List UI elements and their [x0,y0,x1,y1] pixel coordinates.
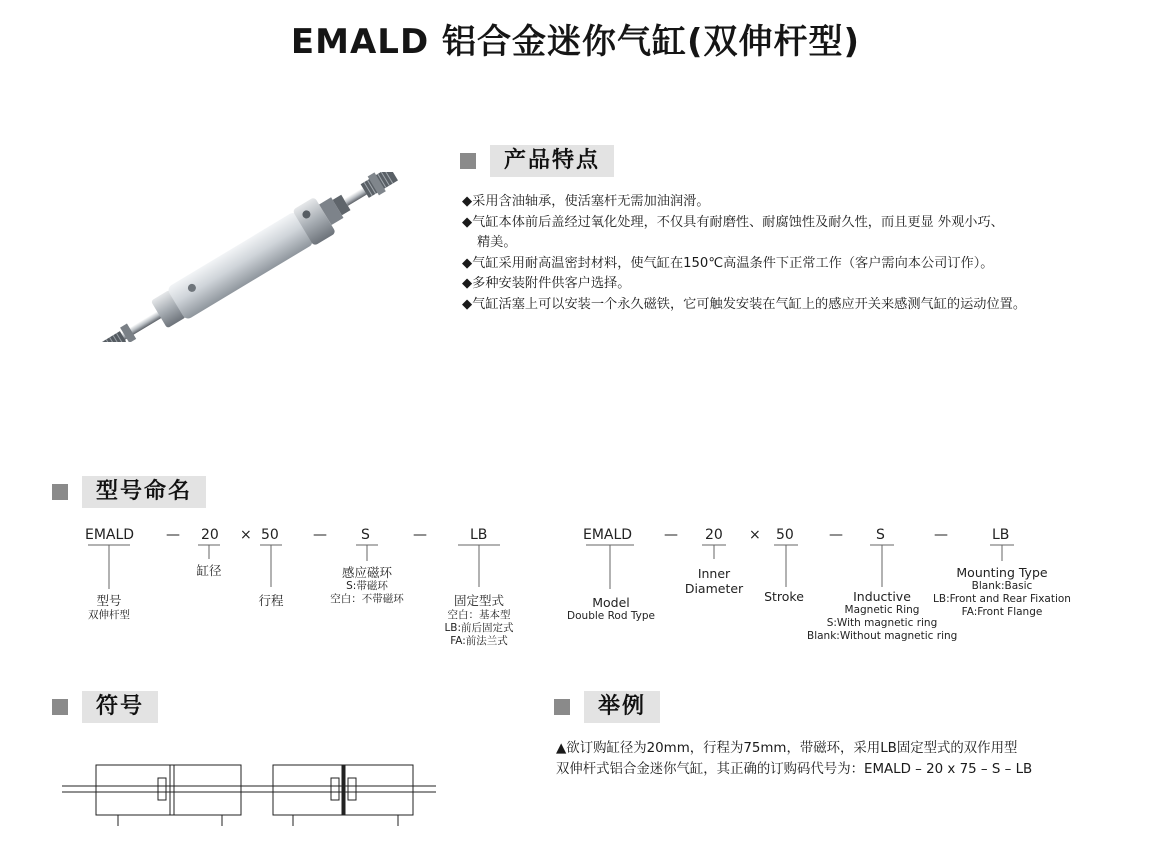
code-sensor: S [876,527,885,543]
features-header [460,145,614,177]
code-mount: LB [992,527,1010,543]
label-mount-basic-cn: 空白：基本型 [447,609,511,621]
label-sensor-en: Inductive [853,589,911,604]
label-bore-en-2: Diameter [684,581,744,596]
code-stroke: 50 [776,527,794,543]
example-line: 双伸杆式铝合金迷你气缸，其正确的订购码代号为：EMALD – 20 x 75 – S – LB [556,762,1033,777]
label-model-desc-cn: 双伸杆型 [88,609,130,621]
label-stroke-cn: 行程 [258,593,284,608]
code-times: × [749,527,761,543]
symbol-header [52,691,158,723]
symbol-heading: 符号 [82,691,158,723]
code-model: EMALD [85,527,135,543]
label-mount-basic-en: Blank:Basic [971,580,1033,592]
code-dash: — [829,527,843,543]
label-sensor-ring-en: Magnetic Ring [844,604,920,616]
label-model-en: Model [592,595,630,610]
features-heading: 产品特点 [490,145,614,177]
label-sensor-blank-cn: 空白：不带磁环 [330,593,404,605]
section-bullet-icon [460,153,476,169]
feature-item: ◆气缸本体前后盖经过氧化处理，不仅具有耐磨性、耐腐蚀性及耐久性，而且更显 外观小巧、 [462,214,1004,230]
label-bore-cn: 缸径 [196,563,222,578]
naming-header [52,476,206,508]
code-model: EMALD [583,527,633,543]
section-bullet-icon [52,484,68,500]
feature-item: ◆气缸采用耐高温密封材料，使气缸在150℃高温条件下正常工作（客户需向本公司订作）。 [462,255,994,271]
label-sensor-s-en: S:With magnetic ring [826,617,938,629]
label-mount-lb-cn: LB:前后固定式 [444,622,514,634]
feature-item-continued: 精美。 [477,235,517,250]
label-sensor-s-cn: S:带磁环 [346,580,388,592]
label-sensor-blank-en: Blank:Without magnetic ring [807,630,958,642]
code-bore: 20 [201,527,219,543]
cylinder-symbol-diagram [60,760,440,830]
label-bore-en-1: Inner [697,566,731,581]
code-bore: 20 [705,527,723,543]
section-bullet-icon [52,699,68,715]
code-times: × [240,527,252,543]
code-dash: — [664,527,678,543]
feature-item: ◆采用含油轴承，使活塞杆无需加油润滑。 [462,194,710,209]
label-mount-fa-en: FA:Front Flange [961,606,1043,618]
code-sensor: S [361,527,370,543]
label-sensor-cn: 感应磁环 [341,565,392,580]
label-mount-fa-cn: FA:前法兰式 [450,635,508,647]
naming-heading: 型号命名 [82,476,206,508]
features-list [462,192,1026,315]
page-title: EMALD 铝合金迷你气缸(双伸杆型) [290,22,861,62]
section-bullet-icon [554,699,570,715]
cylinder-product-image [90,172,420,342]
label-model-desc-en: Double Rod Type [567,610,655,622]
code-stroke: 50 [261,527,279,543]
label-model-cn: 型号 [96,593,122,608]
naming-leader-lines-cn [80,543,520,593]
example-header [554,691,660,723]
label-mount-en: Mounting Type [956,565,1048,580]
code-dash: — [313,527,327,543]
example-text [556,738,1032,780]
code-mount: LB [470,527,488,543]
feature-item: ◆气缸活塞上可以安装一个永久磁铁，它可触发安装在气缸上的感应开关来感测气缸的运动位置。 [462,296,1027,312]
example-heading: 举例 [584,691,660,723]
label-mount-lb-en: LB:Front and Rear Fixation [933,593,1071,605]
label-stroke-en: Stroke [764,589,804,604]
code-dash: — [166,527,180,543]
feature-item: ◆多种安装附件供客户选择。 [462,276,631,291]
example-line: ▲欲订购缸径为20mm，行程为75mm，带磁环，采用LB固定型式的双作用型 [556,741,1018,756]
label-mount-cn: 固定型式 [453,593,504,608]
code-dash: — [413,527,427,543]
code-dash: — [934,527,948,543]
